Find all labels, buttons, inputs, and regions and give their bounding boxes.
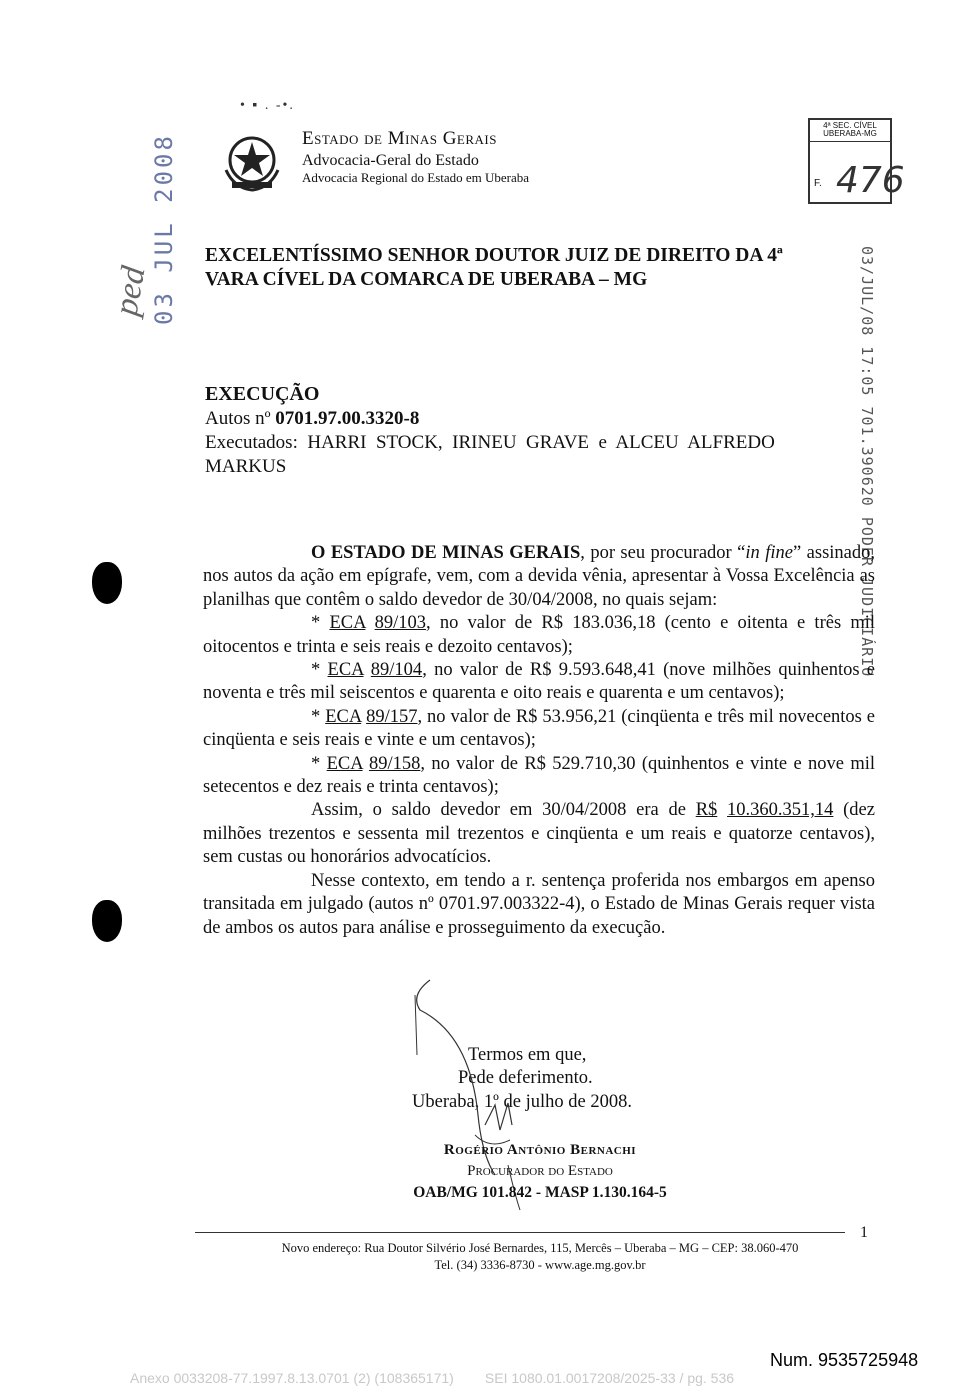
date-stamp: 03 JUL 2008 — [150, 133, 178, 325]
item-text: , no valor de R$ 53.956,21 (cinqüenta e três mil novecentos e cinqüenta e seis reais e vinte e um centavos); — [203, 706, 876, 751]
handwritten-initials: ped — [107, 263, 153, 319]
org-agency-name: Advocacia-Geral do Estado — [302, 151, 479, 169]
coat-of-arms-icon — [220, 130, 284, 194]
item-bullet: * — [311, 753, 327, 774]
item-text: , no valor de R$ 183.036,18 (cento e oitenta e três mil oitocentos e trinta e seis reais e dezoito centavos); — [203, 613, 876, 657]
footer-address-line: Novo endereço: Rua Doutor Silvério José Bernardes, 115, Mercês – Uberaba – MG – CEP: 38.060-470 — [281, 1241, 799, 1255]
item-text: , no valor de R$ 9.593.648,41 (nove milhões quinhentos e noventa e três mil seiscentos e quarenta e oito reais e quarenta e um centavos); — [203, 660, 876, 704]
addressee-heading — [205, 244, 865, 293]
annex-reference: Anexo 0033208-77.1997.8.13.0701 (2) (108365171) SEI 1080.01.0017208/2025-33 / pg. 536 — [130, 1370, 735, 1386]
petition-body — [203, 542, 875, 940]
total-currency: R$ — [695, 800, 718, 821]
item-number: 89/103 — [374, 613, 427, 634]
autos-label: Autos nº — [205, 408, 276, 429]
addressee-line-1: EXCELENTÍSSIMO SENHOR DOUTOR JUIZ DE DIREITO DA 4ª — [205, 245, 783, 266]
closing-date: Uberaba, 1º de julho de 2008. — [412, 1091, 632, 1112]
intro-italic: in fine — [745, 543, 793, 563]
list-item — [203, 612, 875, 659]
item-eca: ECA — [326, 753, 363, 774]
executados-line-1: Executados: HARRI STOCK, IRINEU GRAVE e ALCEU ALFREDO — [205, 431, 775, 453]
closing-line-1: Termos em que, — [468, 1045, 587, 1065]
footer-divider — [195, 1232, 845, 1233]
signature-block — [380, 1140, 700, 1203]
item-text: , no valor de R$ 529.710,30 (quinhentos e vinte e nove mil setecentos e dez reais e trinta centavos); — [203, 753, 876, 798]
protocol-stamp: 03/JUL/08 17:05 701.390620 PODER JUDICIÁRIO — [858, 246, 876, 678]
item-number: 89/157 — [366, 706, 418, 727]
item-number: 89/158 — [368, 753, 421, 774]
court-page-stamp — [808, 118, 905, 204]
stamp-folio-number: 476 — [836, 160, 905, 201]
item-eca: ECA — [329, 613, 366, 634]
footer-address — [190, 1240, 890, 1274]
document-number: Num. 9535725948 — [770, 1350, 919, 1370]
executados-line-2: MARKUS — [205, 455, 287, 477]
stamp-city: UBERABA-MG — [823, 129, 877, 139]
punch-hole — [92, 900, 122, 942]
header-organization — [302, 128, 529, 186]
closing-line-2: Pede deferimento. — [458, 1068, 593, 1089]
item-eca: ECA — [325, 706, 362, 727]
total-text-a: Assim, o saldo devedor em 30/04/2008 era de — [311, 800, 696, 821]
stamp-header — [810, 120, 890, 142]
request-paragraph: Nesse contexto, em tendo a r. sentença proferida nos embargos em apenso transitada em julgado (autos nº 0701.97.003322-4), o Estado de Minas Gerais requer vista de ambos os autos para análise e prosseguimento da execução. — [203, 870, 875, 938]
intro-text-a: , por seu procurador “ — [580, 543, 746, 563]
stamp-folio-label: F. — [814, 178, 822, 189]
item-bullet: * — [311, 613, 330, 634]
punch-hole — [92, 562, 122, 604]
signer-registration: OAB/MG 101.842 - MASP 1.130.164-5 — [413, 1184, 667, 1201]
list-item — [203, 706, 875, 753]
item-eca: ECA — [327, 660, 364, 681]
org-regional-office: Advocacia Regional do Estado em Uberaba — [302, 169, 530, 185]
stamp-section: 4ª SEC. CÍVEL — [823, 121, 877, 130]
total-paragraph — [203, 799, 875, 869]
footer-contact-line: Tel. (34) 3336-8730 - www.age.mg.gov.br — [434, 1258, 646, 1272]
case-title: EXECUÇÃO — [205, 383, 320, 405]
item-bullet: * — [311, 706, 326, 727]
header-scribble: • ▪ . -•. — [240, 98, 295, 113]
signer-name: Rogério Antônio Bernachi — [443, 1142, 637, 1158]
party-name: O ESTADO DE MINAS GERAIS — [311, 543, 581, 563]
case-info — [205, 382, 875, 478]
autos-number: 0701.97.00.3320-8 — [275, 408, 420, 429]
item-number: 89/104 — [370, 660, 423, 681]
list-item — [203, 753, 875, 800]
addressee-line-2: VARA CÍVEL DA COMARCA DE UBERABA – MG — [205, 269, 648, 291]
case-autos — [205, 407, 875, 431]
item-bullet: * — [311, 660, 328, 681]
intro-paragraph — [203, 542, 875, 612]
page-number: 1 — [860, 1224, 868, 1241]
intro-text-b: ” assinado, nos autos da ação em epígrafe, vem, com a devida vênia, apresentar à Vossa Excelência as planilhas que contêm o saldo devedor de 30/04/2008, no quais sejam: — [203, 543, 875, 610]
list-item — [203, 659, 875, 706]
org-state-name: Estado de Minas Gerais — [302, 128, 497, 149]
total-text-b: (dez milhões trezentos e sessenta mil trezentos e cinqüenta e um reais e quatorze centavos), sem custas ou honorários advocatícios. — [203, 800, 875, 868]
total-value: 10.360.351,14 — [727, 800, 834, 821]
signer-role: Procurador do Estado — [467, 1163, 613, 1179]
